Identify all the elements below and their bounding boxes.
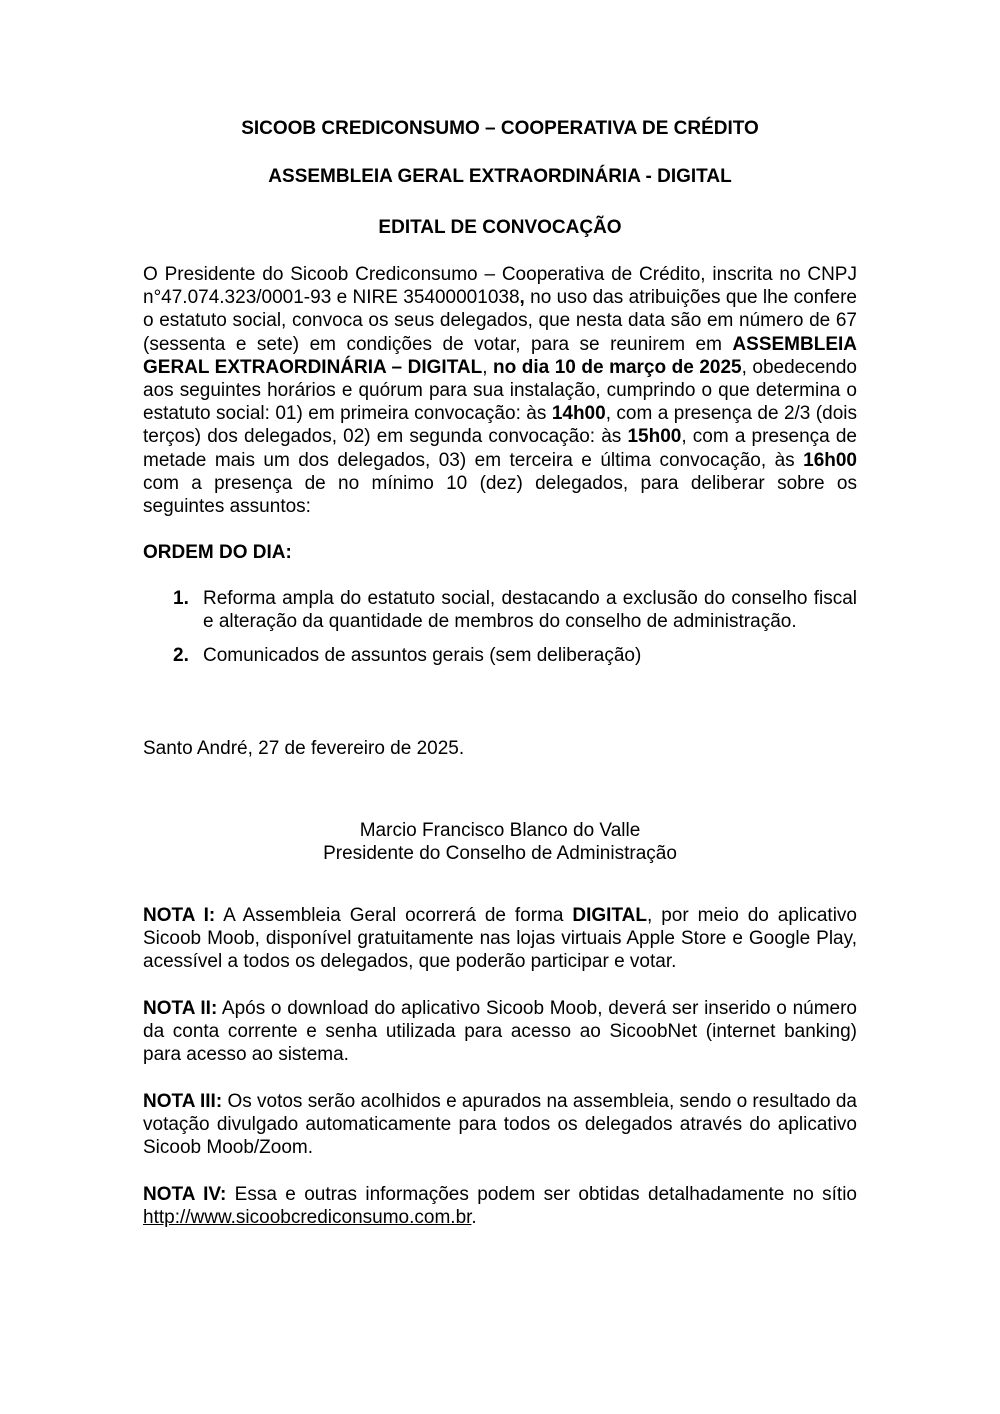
cooperative-title: SICOOB CREDICONSUMO – COOPERATIVA DE CRÉDITO: [241, 118, 759, 139]
agenda-item-text: Comunicados de assuntos gerais (sem deliberação): [203, 645, 642, 667]
document-type-title: EDITAL DE CONVOCAÇÃO: [378, 217, 622, 238]
intro-text-1: O Presidente do Sicoob Crediconsumo – Cooperativa de Crédito, inscrita no CNPJ n°47.074.323/0001-93 e NIRE 35400001038: [143, 264, 857, 309]
note-4-text: Essa e outras informações podem ser obtidas detalhadamente no sítio: [226, 1184, 857, 1205]
note-1-text-2: , por meio do aplicativo Sicoob Moob, disponível gratuitamente nas lojas virtuais Apple Store e Google Play, acessível a todos os delegados, que poderão participar e votar.: [143, 905, 857, 973]
assembly-title: ASSEMBLEIA GERAL EXTRAORDINÁRIA - DIGITAL: [268, 166, 732, 187]
signatory-name: Marcio Francisco Blanco do Valle: [359, 820, 641, 841]
note-1-text-1: A Assembleia Geral ocorrerá de forma: [215, 905, 573, 926]
signatory-role: Presidente do Conselho de Administração: [323, 843, 677, 865]
note-3: [143, 1090, 857, 1160]
agenda-item-number: 2.: [173, 645, 189, 667]
agenda-item-number: 1.: [173, 588, 189, 609]
note-1-label: NOTA I:: [143, 905, 216, 926]
note-3-label: NOTA III:: [143, 1091, 223, 1112]
agenda-list: [143, 587, 857, 679]
note-1: [143, 904, 857, 974]
intro-text-6: , com a presença de metade mais um dos delegados, 03) em terceira e última convocação, às: [143, 426, 857, 471]
place-date: Santo André, 27 de fevereiro de 2025.: [143, 738, 465, 759]
second-call-time: 15h00: [627, 426, 682, 448]
agenda-item: [143, 587, 857, 633]
agenda-item-text: Reforma ampla do estatuto social, destacando a exclusão do conselho fiscal e alteração da quantidade de membros do conselho de administração.: [203, 588, 857, 633]
note-3-text: Os votos serão acolhidos e apurados na assembleia, sendo o resultado da votação divulgado automaticamente para todos os delegados através do aplicativo Sicoob Moob/Zoom.: [143, 1091, 857, 1159]
assembly-name: ASSEMBLEIA GERAL EXTRAORDINÁRIA – DIGITAL: [143, 333, 857, 378]
intro-comma: ,: [519, 287, 525, 309]
note-2-label: NOTA II:: [143, 998, 218, 1019]
intro-text-4: , obedecendo aos seguintes horários e quórum para sua instalação, cumprindo o que determina o estatuto social: 01) em primeira convocação: às: [143, 356, 857, 425]
note-4-end: .: [471, 1207, 477, 1229]
agenda-title: ORDEM DO DIA:: [143, 542, 292, 563]
intro-text-7: com a presença de no mínimo 10 (dez) delegados, para deliberar sobre os seguintes assuntos:: [143, 472, 857, 518]
assembly-date: no dia 10 de março de 2025: [493, 356, 742, 378]
note-2: [143, 997, 857, 1067]
third-call-time: 16h00: [803, 449, 857, 471]
note-4: [143, 1183, 857, 1229]
intro-text-2: no uso das atribuições que lhe confere o estatuto social, convoca os seus delegados, que nesta data são em número de 67 (sessenta e sete) em condições de votar, para se reunirem em: [143, 287, 857, 355]
first-call-time: 14h00: [551, 403, 606, 425]
agenda-item: [143, 644, 857, 667]
note-4-label: NOTA IV:: [143, 1184, 227, 1205]
signature-block: [143, 819, 857, 865]
website-link[interactable]: http://www.sicoobcrediconsumo.com.br: [143, 1207, 472, 1229]
note-2-text: Após o download do aplicativo Sicoob Moob, deverá ser inserido o número da conta corrente e senha utilizada para acesso ao SicoobNet (internet banking) para acesso ao sistema.: [143, 998, 857, 1066]
intro-paragraph: [143, 263, 857, 518]
note-1-digital: DIGITAL: [572, 905, 647, 926]
intro-text-3: ,: [482, 356, 494, 378]
intro-text-5: , com a presença de 2/3 (dois terços) dos delegados, 02) em segunda convocação: às: [143, 403, 857, 448]
